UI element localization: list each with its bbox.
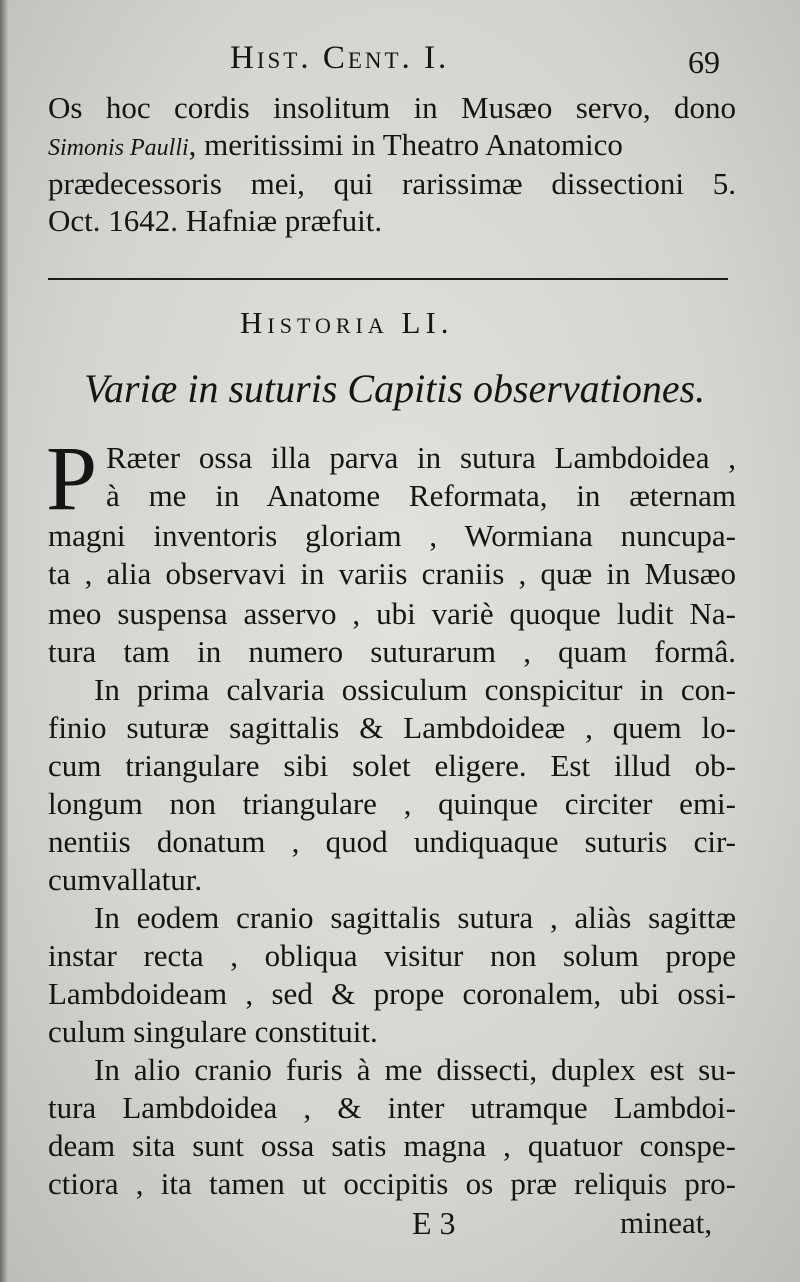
paragraph-line: In prima calvaria ossiculum conspicitur in con-	[94, 672, 736, 707]
paragraph-line: In eodem cranio sagittalis sutura , aliàs sagittæ	[94, 900, 736, 935]
paragraph-line: cumvallatur.	[48, 862, 203, 897]
page-edge-shadow	[0, 0, 8, 1282]
section-subtitle: Variæ in suturis Capitis observationes.	[84, 366, 706, 411]
signature-mark: E 3	[412, 1205, 456, 1241]
running-head: Hist. Cent. I.	[230, 40, 450, 76]
paragraph-line: magni inventoris gloriam , Wormiana nuncupa-	[48, 518, 736, 553]
paragraph-line: deam sita sunt ossa satis magna , quatuor conspe-	[48, 1128, 736, 1163]
paragraph-line: In alio cranio furis à me dissecti, duplex est su-	[94, 1052, 736, 1087]
section-heading: Historia LI.	[240, 305, 454, 340]
paragraph-line: ctiora , ita tamen ut occipitis os præ reliquis pro-	[48, 1166, 736, 1201]
section-divider	[48, 278, 728, 280]
page-number: 69	[688, 44, 720, 80]
paragraph-line: instar recta , obliqua visitur non solum prope	[48, 938, 736, 973]
paragraph-line: ta , alia observavi in variis craniis , quæ in Musæo	[48, 556, 736, 591]
prev-text-line	[48, 127, 736, 163]
paragraph-line: finio suturæ sagittalis & Lambdoideæ , quem lo-	[48, 710, 736, 745]
paragraph-line: tura Lambdoidea , & inter utramque Lambdoi-	[48, 1090, 736, 1125]
paragraph-line: culum singulare constituit.	[48, 1014, 378, 1049]
prev-text-fragment: , meritissimi in Theatro Anatomico	[188, 127, 623, 162]
paragraph-line: Lambdoideam , sed & prope coronalem, ubi ossi-	[48, 976, 736, 1011]
paragraph-line: nentiis donatum , quod undiquaque suturis cir-	[48, 824, 736, 859]
prev-text-line: Os hoc cordis insolitum in Musæo servo, dono	[48, 90, 736, 125]
paragraph-line: longum non triangulare , quinque circiter emi-	[48, 786, 736, 821]
paragraph-line: Ræter ossa illa parva in sutura Lambdoidea ,	[106, 440, 736, 475]
person-name: Simonis Paulli	[48, 135, 189, 161]
paragraph-line: meo suspensa asservo , ubi variè quoque ludit Na-	[48, 596, 736, 631]
paragraph-line: cum triangulare sibi solet eligere. Est illud ob-	[48, 748, 736, 783]
catchword: mineat,	[620, 1205, 713, 1240]
paragraph-line: à me in Anatome Reformata, in æternam	[106, 478, 736, 513]
prev-text-line: Oct. 1642. Hafniæ præfuit.	[48, 203, 383, 238]
paragraph-line: tura tam in numero suturarum , quam formâ.	[48, 634, 736, 669]
prev-text-line: prædecessoris mei, qui rarissimæ dissectioni 5.	[48, 166, 736, 201]
drop-cap: P	[46, 427, 98, 529]
